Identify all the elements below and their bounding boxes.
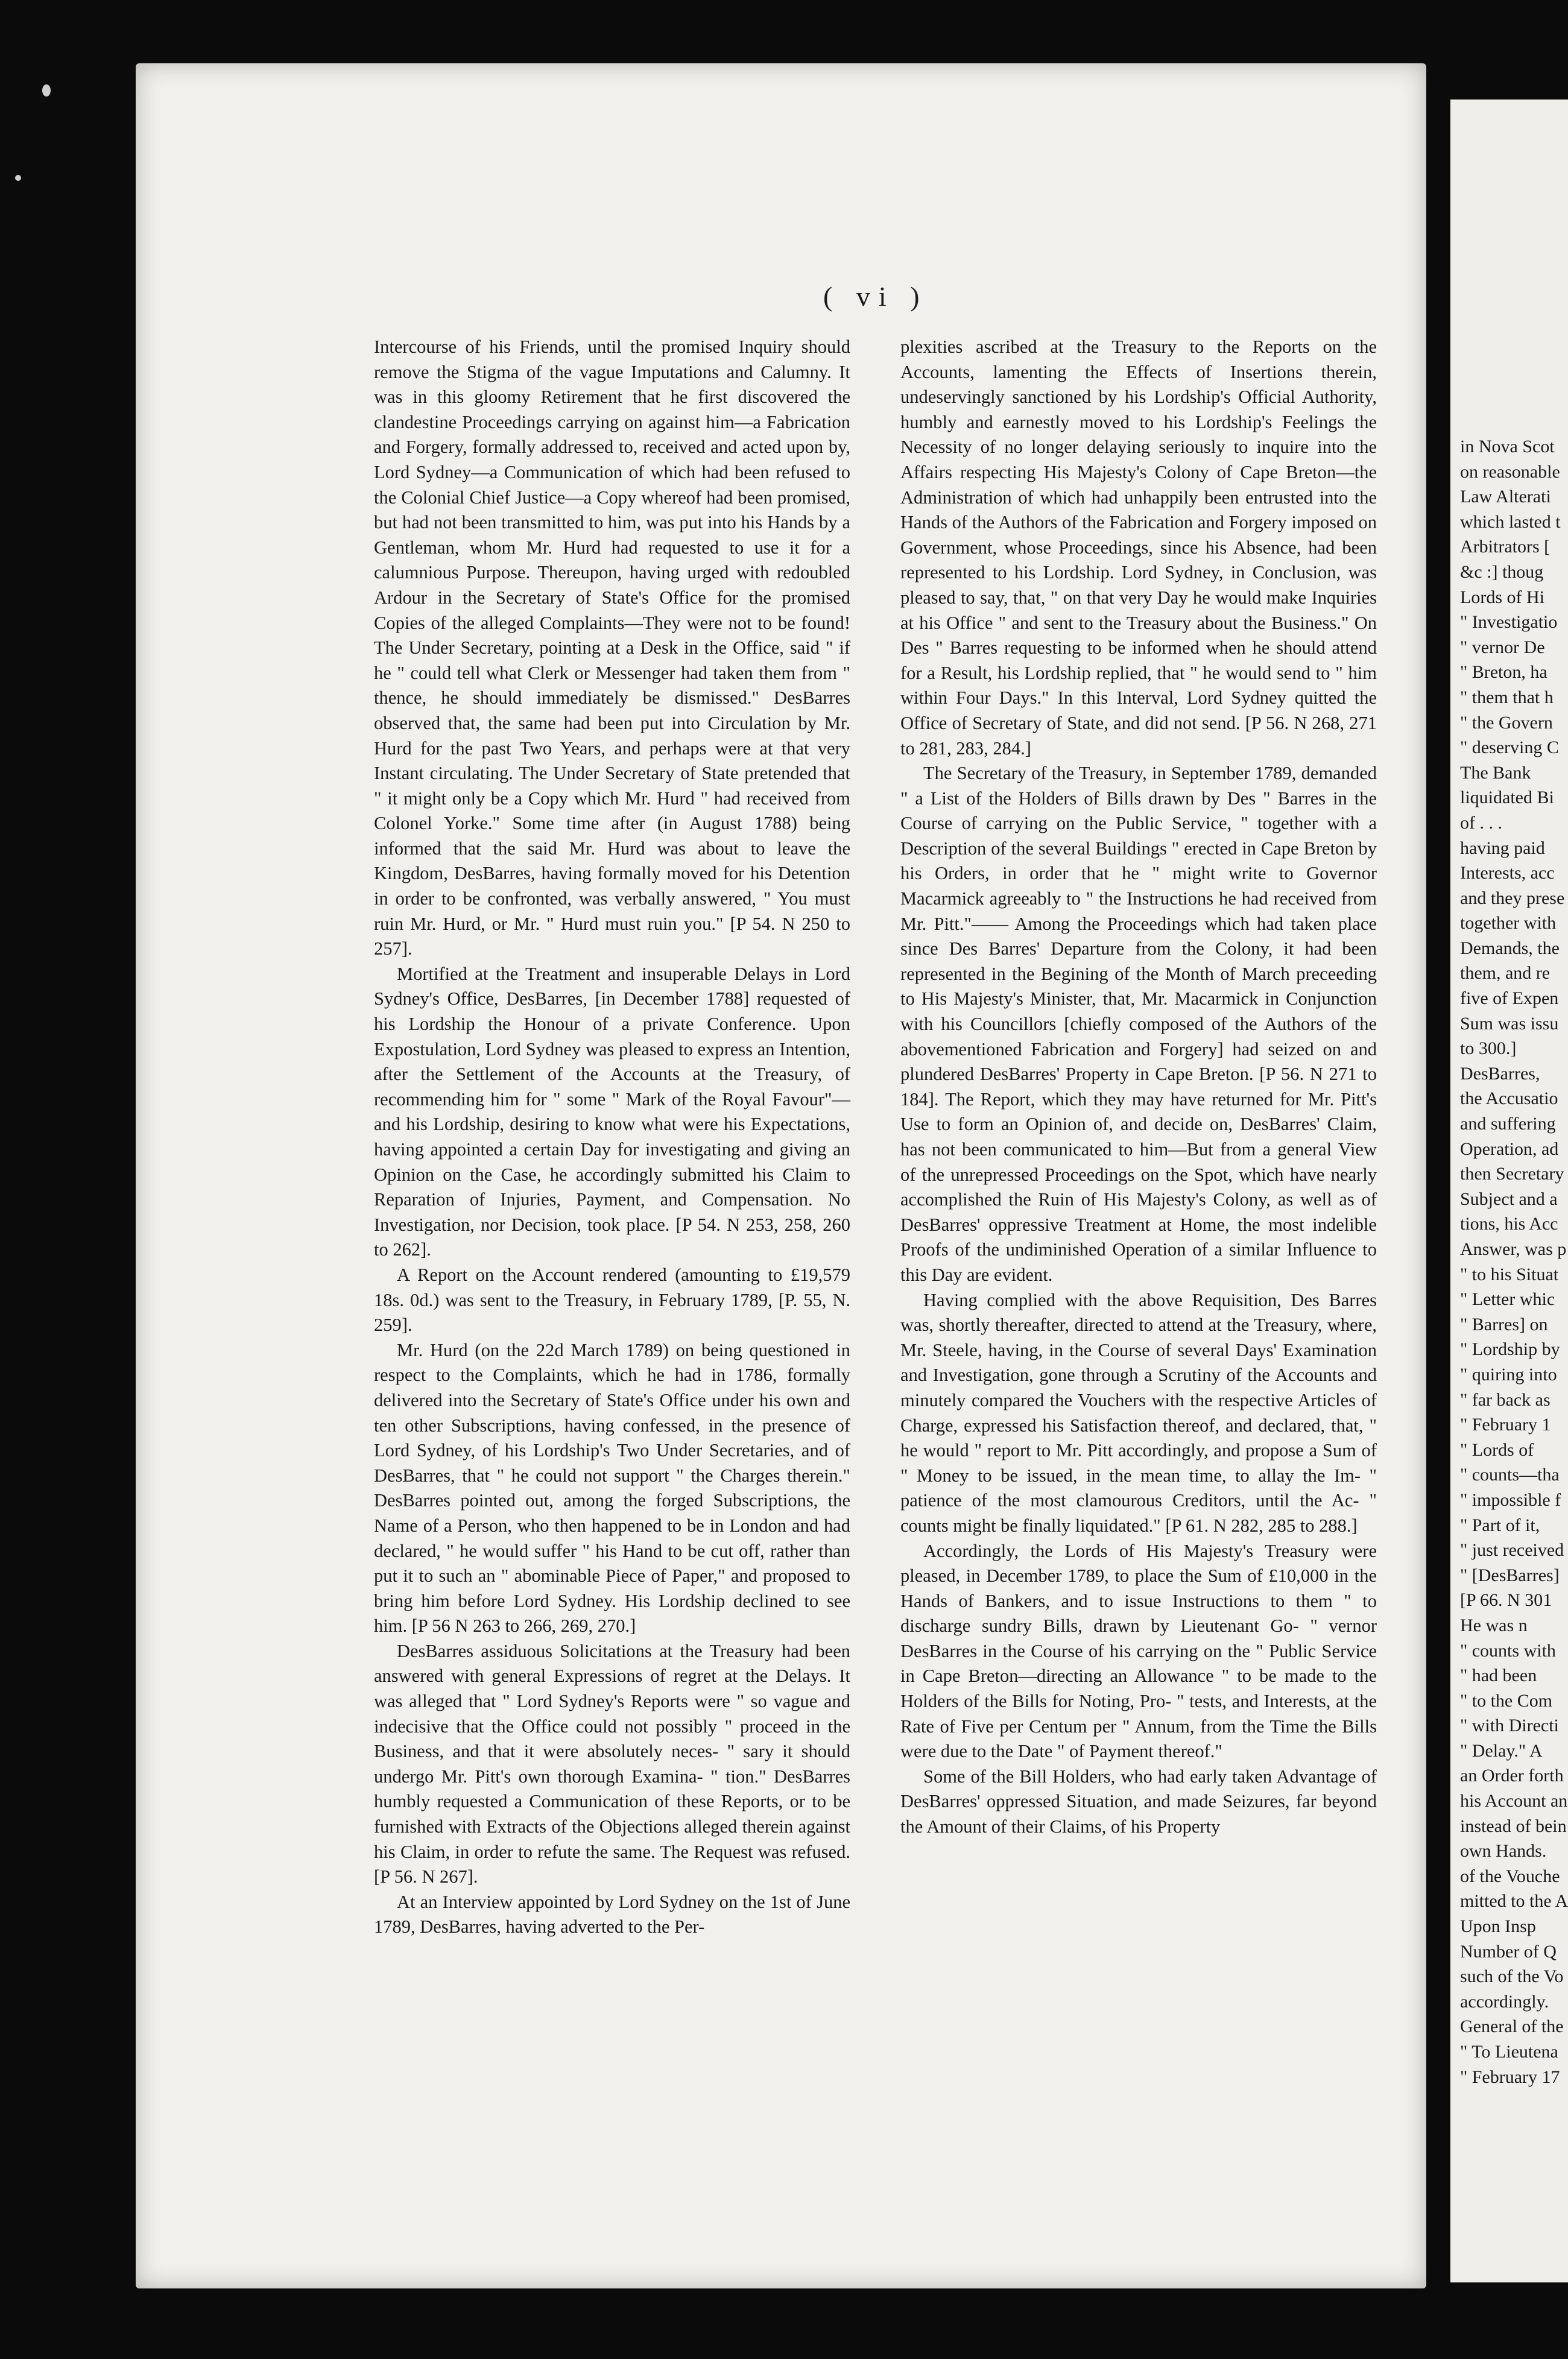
paragraph: Accordingly, the Lords of His Majesty's Treasury were pleased, in December 1789, to place the Sum of £10,000 in the Hands of Bankers, and to issue Instructions to them " to discharge sundry Bills, drawn by Lieutenant Go- " vernor DesBarres in the Course of his carrying on the " Public Service in Cape Breton—directing an Allowance " to be made to the Holders of the Bills for Noting, Pro- " tests, and Interests, at the Rate of Five per Centum per " Annum, from the Time the Bills were due to the Date " of Payment thereof." [900,1540,1377,1762]
facing-page-line: " Delay." A [1460,1740,1543,1761]
facing-page-line: &c :] thoug [1460,561,1544,582]
facing-page-line: together with [1460,913,1557,933]
facing-page-fragment [1450,99,1568,2282]
facing-page-line: Sum was issu [1460,1013,1559,1034]
facing-page-line: " quiring into [1460,1364,1557,1385]
facing-page-line: of . . . [1460,812,1502,833]
facing-page-line: his Account an [1460,1791,1568,1811]
facing-page-line: " Letter whic [1460,1289,1555,1310]
paragraph: The Secretary of the Treasury, in September 1789, demanded " a List of the Holders of Bills drawn by Des " Barres in the Course of carrying on the Public Service, " together with a Description of the several Buildings " erected in Cape Breton by his Orders, in order that he " might write to Governor Macarmick agreeably to " the Instructions he had received from Mr. Pitt."—— Among the Proceedings which had taken place since Des Barres' Departure from the Colony, it had been represented in the Begining of the Month of March preceeding to His Majesty's Minister, that, Mr. Macarmick in Conjunction with his Councillors [chiefly composed of the Authors of the abovementioned Fabrication and Forgery] had seized on and plundered DesBarres' Property in Cape Breton. [P 56. N 271 to 184]. The Report, which they may have returned for Mr. Pitt's Use to form an Opinion of, and decide on, DesBarres' Claim, has not been communicated to him—But from a general View of the unrepressed Proceedings on the Spot, which have nearly accomplished the Ruin of His Majesty's Colony, as well as of DesBarres' oppressive Treatment at Home, the most indelible Proofs of the undiminished Operation of a similar Influence to this Day are evident. [900,763,1377,1285]
left-column [374,335,850,1940]
facing-page-line: " February 1 [1460,1415,1551,1435]
facing-page-line: " just received [1460,1540,1564,1561]
facing-page-line: " had been [1460,1666,1537,1686]
facing-page-line: them, and re [1460,963,1551,984]
facing-page-line: " Investigatio [1460,612,1558,633]
facing-page-line: to 300.] [1460,1038,1517,1059]
facing-page-line: The Bank [1460,762,1531,783]
facing-page-line: an Order forth [1460,1766,1564,1786]
paragraph: Intercourse of his Friends, until the promised Inquiry should remove the Stigma of the vague Imputations and Calumny. It was in this gloomy Retirement that he first discovered the clandestine Proceedings carrying on against him—a Fabrication and Forgery, formally addressed to, received and acted upon by, Lord Sydney—a Communication of which had been refused to the Colonial Chief Justice—a Copy whereof had been promised, but had not been transmitted to him, was put into his Hands by a Gentleman, whom Mr. Hurd had requested to use it for a calumnious Purpose. Thereupon, having urged with redoubled Ardour in the Secretary of State's Office for the promised Copies of the alleged Complaints—They were not to be found! The Under Secretary, pointing at a Desk in the Office, said " if he " could tell what Clerk or Messenger had taken them from " thence, he should immediately be dismissed." DesBarres observed that, the same had been put into Circulation by Mr. Hurd for the past Two Years, and perhaps were at that very Instant circulating. The Under Secretary of State pretended that " it might only be a Copy which Mr. Hurd " had received from Colonel Yorke." Some time after (in August 1788) being informed that the said Mr. Hurd was about to leave the Kingdom, DesBarres, having formally moved for his Detention in order to be confronted, was verbally answered, " You must ruin Mr. Hurd, or Mr. " Hurd must ruin you." [P 54. N 250 to 257]. [374,336,850,959]
facing-page-line: " Lordship by [1460,1339,1560,1360]
facing-page-line: accordingly. [1460,1991,1549,2012]
paragraph: Mr. Hurd (on the 22d March 1789) on being questioned in respect to the Complaints, which he had in 1786, formally delivered into the Secretary of State's Office under his own and ten other Subscriptions, having confessed, in the presence of Lord Sydney, of his Lordship's Two Under Secretaries, and of DesBarres, that " he could not support " the Charges therein." DesBarres pointed out, among the forged Subscriptions, the Name of a Person, who then happened to be in London and had declared, " he would suffer " his Hand to be cut off, rather than put it to such an " abominable Piece of Paper," and proposed to bring him before Lord Sydney. His Lordship declined to see him. [P 56 N 263 to 266, 269, 270.] [374,1339,850,1637]
facing-page-line: " the Govern [1460,712,1553,733]
facing-page-line: Demands, the [1460,938,1560,958]
facing-page-line: then Secretary [1460,1164,1564,1184]
facing-page-line: and suffering [1460,1114,1556,1134]
facing-page-line: in Nova Scot [1460,437,1555,456]
facing-page-line: Subject and a [1460,1189,1558,1209]
facing-page-line: " with Directi [1460,1716,1559,1736]
paragraph: Some of the Bill Holders, who had early taken Advantage of DesBarres' oppressed Situation, and made Seizures, far beyond the Amount of their Claims, of his Property [900,1766,1377,1837]
facing-page-line: " Lords of [1460,1439,1534,1460]
facing-page-line: Upon Insp [1460,1916,1536,1937]
facing-page-line: " Barres] on [1460,1314,1548,1334]
paragraph: Having complied with the above Requisition, Des Barres was, shortly thereafter, directed to attend at the Treasury, where, Mr. Steele, having, in the Course of several Days' Examination and Investigation, gone through a Scrutiny of the Accounts and minutely compared the Vouchers with the respective Articles of Charge, expressed his Satisfaction thereof, and declared, that, " he would " report to Mr. Pitt accordingly, and propose a Sum of " Money to be issued, in the mean time, to allay the Im- " patience of the most clamourous Creditors, until the Ac- " counts might be finally liquidated." [P 61. N 282, 285 to 288.] [900,1289,1377,1536]
facing-page-line: " deserving C [1460,737,1559,758]
facing-page-line: " to his Situat [1460,1264,1559,1284]
facing-page-line: such of the Vo [1460,1966,1564,1987]
facing-page-line: the Accusatio [1460,1088,1558,1109]
facing-page-line: " To Lieutena [1460,2042,1558,2062]
facing-page-line: Law Alterati [1460,487,1551,507]
facing-page-line: " Part of it, [1460,1515,1540,1535]
facing-page-line: five of Expen [1460,988,1559,1009]
facing-page-line: DesBarres, [1460,1063,1540,1084]
facing-page-lines [1450,434,1568,2089]
paragraph: Mortified at the Treatment and insuperable Delays in Lord Sydney's Office, DesBarres, [in December 1788] requested of his Lordship the Honour of a private Conference. Upon Expostulation, Lord Sydney was pleased to express an Intention, after the Settlement of the Accounts at the Treasury, of recommending him for " some " Mark of the Royal Favour"—and his Lordship, desiring to know what were his Expectations, having appointed a certain Day for investigating and giving an Opinion on the Case, he accordingly submitted his Claim to Reparation of Injuries, Payment, and Compensation. No Investigation, nor Decision, took place. [P 54. N 253, 258, 260 to 262]. [374,963,850,1260]
facing-page-line: of the Vouche [1460,1866,1560,1886]
facing-page-line: [P 66. N 301 [1460,1590,1552,1611]
facing-page-line: Interests, acc [1460,863,1555,883]
facing-page-line: Arbitrators [ [1460,537,1551,557]
facing-page-line: Answer, was p [1460,1239,1567,1259]
facing-page-line: " vernor De [1460,637,1545,657]
right-column [900,335,1377,1840]
facing-page-line: " Breton, ha [1460,662,1547,683]
facing-page-line: General of the [1460,2016,1564,2037]
facing-page-line: " [DesBarres] [1460,1565,1560,1585]
paragraph: At an Interview appointed by Lord Sydney on the 1st of June 1789, DesBarres, having adverted to the Per- [374,1891,850,1937]
facing-page-line: mitted to the A [1460,1891,1568,1912]
facing-page-line: " them that h [1460,687,1554,707]
scan-speck [15,175,21,181]
page-number: ( vi ) [823,281,928,312]
facing-page-line: " far back as [1460,1389,1551,1410]
facing-page-line: Operation, ad [1460,1138,1559,1159]
facing-page-line: and they prese [1460,888,1565,908]
facing-page-line: " counts—tha [1460,1465,1560,1485]
facing-page-line: liquidated Bi [1460,788,1554,808]
scan-speck [42,84,51,96]
facing-page-line: " impossible f [1460,1489,1561,1510]
facing-page-line: Lords of Hi [1460,587,1544,607]
facing-page-line: " to the Com [1460,1690,1553,1711]
paragraph: DesBarres assiduous Solicitations at the Treasury had been answered with general Expressions of regret at the Delays. It was alleged that " Lord Sydney's Reports were " so vague and indecisive that the Office could not possibly " proceed in the Business, and that it were absolutely neces- " sary it should undergo Mr. Pitt's own thorough Examina- " tion." DesBarres humbly requested a Communication of these Reports, or to be furnished with Extracts of the Objections alleged therein against his Claim, in order to refute the same. The Request was refused. [P 56. N 267]. [374,1640,850,1887]
paragraph: A Report on the Account rendered (amounting to £19,579 18s. 0d.) was sent to the Treasury, in February 1789, [P. 55, N. 259]. [374,1264,850,1336]
facing-page-line: " counts with [1460,1640,1556,1661]
facing-page-line: having paid [1460,838,1545,858]
facing-page-line: " February 17 [1460,2067,1560,2087]
facing-page-line: He was n [1460,1615,1528,1635]
facing-page-line: tions, his Acc [1460,1214,1558,1234]
facing-page-line: instead of bein [1460,1816,1567,1836]
facing-page-line: on reasonable [1460,461,1560,482]
paragraph: plexities ascribed at the Treasury to the Reports on the Accounts, lamenting the Effects of Insertions therein, undeservingly sanctioned by his Lordship's Official Authority, humbly and earnestly moved to his Lordship's Feelings the Necessity of no longer delaying seriously to inquire into the Affairs respecting His Majesty's Colony of Cape Breton—the Administration of which had unhappily been entrusted into the Hands of the Authors of the Fabrication and Forgery imposed on Government, whose Proceedings, since his Absence, had been represented to his Lordship. Lord Sydney, in Conclusion, was pleased to say, that, " on that very Day he would make Inquiries at his Office " and sent to the Treasury about the Business." On Des " Barres requesting to be informed when he should attend for a Result, his Lordship replied, that " he would send to " him within Four Days." In this Interval, Lord Sydney quitted the Office of Secretary of State, and did not send. [P 56. N 268, 271 to 281, 283, 284.] [900,336,1377,759]
facing-page-line: own Hands. [1460,1841,1547,1862]
facing-page-line: Number of Q [1460,1941,1557,1962]
facing-page-line: which lasted t [1460,511,1561,532]
